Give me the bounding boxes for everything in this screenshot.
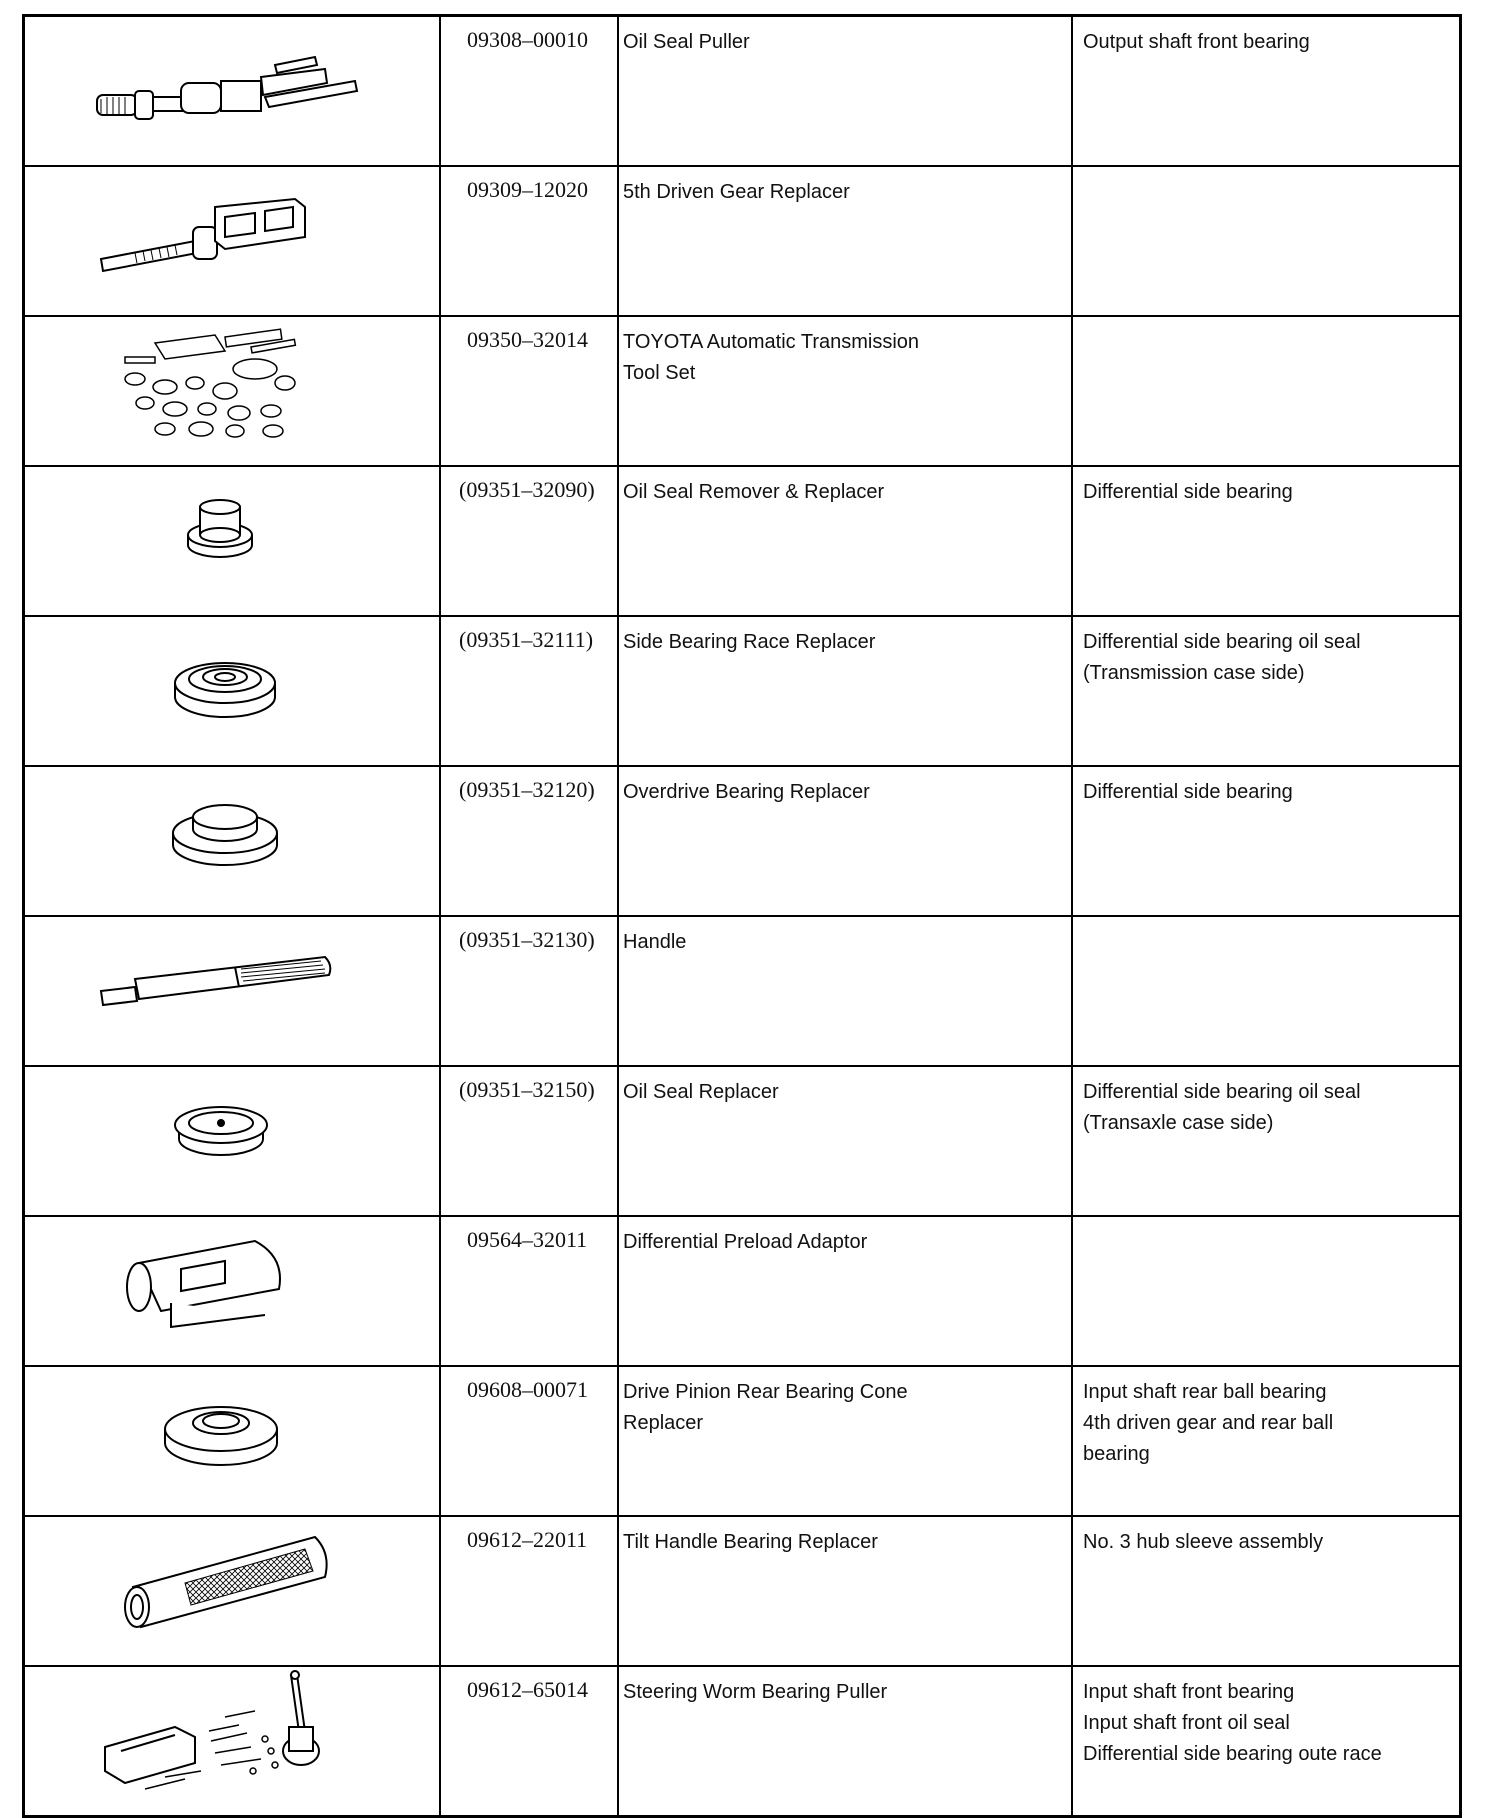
tool-name-cell — [618, 616, 1072, 766]
preload-adaptor-icon — [24, 1216, 441, 1366]
usage-note-cell — [1072, 916, 1461, 1066]
tool-name: Tool Set — [623, 362, 696, 384]
tool-name: Oil Seal Puller — [623, 31, 750, 53]
part-number: 09564–32011 — [467, 1227, 588, 1252]
race-replacer-icon — [24, 616, 441, 766]
gear-replacer-icon — [24, 166, 441, 316]
oil-seal-puller-icon — [24, 16, 441, 167]
part-number-cell — [440, 316, 618, 466]
tool-name-cell — [618, 1516, 1072, 1666]
table-row — [24, 616, 1461, 766]
table-row — [24, 1516, 1461, 1666]
usage-note: Differential side bearing oute race — [1083, 1743, 1382, 1765]
usage-note-cell — [1072, 1366, 1461, 1516]
bearing-replacer-icon — [24, 766, 441, 916]
part-number-cell — [440, 466, 618, 616]
table-row — [24, 1066, 1461, 1216]
usage-note: Output shaft front bearing — [1083, 31, 1310, 53]
usage-note-cell — [1072, 1516, 1461, 1666]
tool-name: Oil Seal Remover & Replacer — [623, 481, 885, 503]
bearing-cone-replacer-icon — [24, 1366, 441, 1516]
tool-name-cell — [618, 166, 1072, 316]
part-number: (09351–32111) — [459, 627, 594, 652]
tool-name-cell — [618, 916, 1072, 1066]
tool-name: Side Bearing Race Replacer — [623, 631, 876, 653]
tool-name: Differential Preload Adaptor — [623, 1231, 868, 1253]
usage-note: bearing — [1083, 1443, 1150, 1465]
tool-name-cell — [618, 466, 1072, 616]
usage-note: Differential side bearing oil seal — [1083, 631, 1361, 653]
tool-name-cell — [618, 766, 1072, 916]
usage-note-cell — [1072, 766, 1461, 916]
usage-note: Input shaft rear ball bearing — [1083, 1381, 1327, 1403]
table-row — [24, 316, 1461, 466]
part-number-cell — [440, 916, 618, 1066]
part-number: 09350–32014 — [467, 327, 588, 352]
usage-note-cell — [1072, 1666, 1461, 1817]
part-number-cell — [440, 166, 618, 316]
part-number: 09308–00010 — [467, 27, 588, 52]
usage-note-cell — [1072, 316, 1461, 466]
tilt-handle-icon — [24, 1516, 441, 1666]
handle-icon — [24, 916, 441, 1066]
tool-name-cell — [618, 316, 1072, 466]
usage-note: Differential side bearing — [1083, 481, 1293, 503]
part-number-cell — [440, 616, 618, 766]
tool-name: Oil Seal Replacer — [623, 1081, 779, 1103]
part-number: (09351–32130) — [459, 927, 595, 952]
table-row — [24, 1216, 1461, 1366]
tool-name: Replacer — [623, 1412, 704, 1434]
oil-seal-replacer-icon — [24, 1066, 441, 1216]
table-row — [24, 1666, 1461, 1817]
table-row — [24, 166, 1461, 316]
tool-name-cell — [618, 1666, 1072, 1817]
usage-note: Input shaft front oil seal — [1083, 1712, 1290, 1734]
usage-note-cell — [1072, 466, 1461, 616]
special-tools-table — [22, 14, 1462, 1818]
bearing-puller-icon — [24, 1666, 441, 1817]
oil-seal-remover-icon — [24, 466, 441, 616]
usage-note-cell — [1072, 166, 1461, 316]
usage-note: (Transmission case side) — [1083, 662, 1305, 684]
tool-name: Handle — [623, 931, 687, 953]
table-row — [24, 916, 1461, 1066]
part-number: 09309–12020 — [467, 177, 588, 202]
part-number-cell — [440, 1216, 618, 1366]
usage-note-cell — [1072, 16, 1461, 167]
tool-name: TOYOTA Automatic Transmission — [623, 331, 920, 353]
tool-name: Drive Pinion Rear Bearing Cone — [623, 1381, 908, 1403]
usage-note: Differential side bearing — [1083, 781, 1293, 803]
tool-name-cell — [618, 1216, 1072, 1366]
part-number: (09351–32120) — [459, 777, 595, 802]
part-number: (09351–32090) — [459, 477, 595, 502]
tool-name: Steering Worm Bearing Puller — [623, 1681, 888, 1703]
tool-name-cell — [618, 16, 1072, 167]
usage-note: (Transaxle case side) — [1083, 1112, 1274, 1134]
tool-name: 5th Driven Gear Replacer — [623, 181, 850, 203]
table-row — [24, 1366, 1461, 1516]
usage-note-cell — [1072, 616, 1461, 766]
part-number: 09612–22011 — [467, 1527, 588, 1552]
part-number-cell — [440, 16, 618, 167]
usage-note: 4th driven gear and rear ball — [1083, 1412, 1334, 1434]
usage-note-cell — [1072, 1066, 1461, 1216]
part-number-cell — [440, 1666, 618, 1817]
table-row — [24, 466, 1461, 616]
part-number: (09351–32150) — [459, 1077, 595, 1102]
part-number-cell — [440, 766, 618, 916]
part-number-cell — [440, 1516, 618, 1666]
tool-name: Overdrive Bearing Replacer — [623, 781, 870, 803]
part-number: 09608–00071 — [467, 1377, 588, 1402]
table-row — [24, 16, 1461, 167]
part-number-cell — [440, 1366, 618, 1516]
part-number: 09612–65014 — [467, 1677, 588, 1702]
tool-name-cell — [618, 1366, 1072, 1516]
tool-name: Tilt Handle Bearing Replacer — [623, 1531, 878, 1553]
tool-name-cell — [618, 1066, 1072, 1216]
table-row — [24, 766, 1461, 916]
usage-note: Differential side bearing oil seal — [1083, 1081, 1361, 1103]
part-number-cell — [440, 1066, 618, 1216]
tool-set-icon — [24, 316, 441, 466]
usage-note: No. 3 hub sleeve assembly — [1083, 1531, 1324, 1553]
usage-note: Input shaft front bearing — [1083, 1681, 1295, 1703]
usage-note-cell — [1072, 1216, 1461, 1366]
